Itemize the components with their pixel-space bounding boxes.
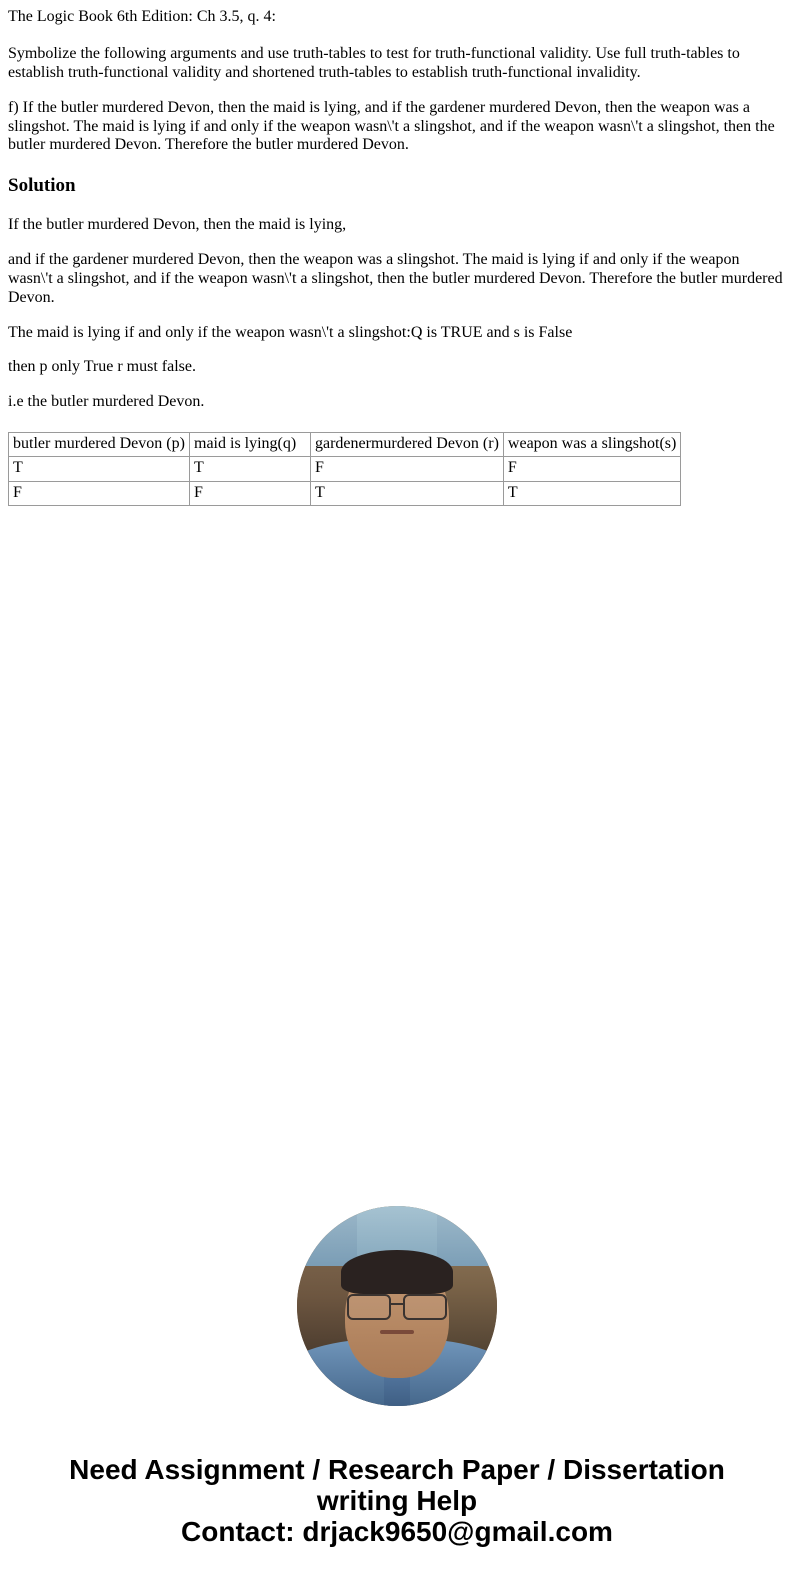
spacer [8,377,786,393]
photo-hair [341,1250,453,1294]
table-cell: F [190,481,311,505]
question-paragraph: f) If the butler murdered Devon, then the maid is lying, and if the gardener murdered Devon, then the weapon was a slingshot. The maid is lying if and only if the weapon wasn\'t a slingshot, and if the weapon wasn\'t a slingshot, then the butler murdered Devon. Therefore the butler murdered Devon. [8,98,775,154]
spacer [8,412,786,432]
table-header-cell: gardenermurdered Devon (r) [311,433,504,457]
spacer [8,27,786,45]
footer-line-2: writing Help [316,1485,478,1517]
header-line: The Logic Book 6th Edition: Ch 3.5, q. 4: [8,8,276,25]
solution-paragraph-1: If the butler murdered Devon, then the maid is lying, [8,216,347,234]
table-header-row [9,433,681,457]
avatar [297,1206,497,1406]
spacer [8,155,786,175]
photo-lens-left [347,1294,391,1320]
table-cell: T [190,457,311,481]
table-row [9,481,681,505]
spacer [8,342,786,358]
spacer [8,308,786,324]
table-header-cell: maid is lying(q) [190,433,311,457]
table-cell: F [503,457,680,481]
spacer [8,83,786,99]
solution-paragraph-4: then p only True r must false. [8,358,196,376]
photo-glasses-bridge [391,1303,403,1305]
spacer [8,235,786,251]
glasses-icon [345,1294,449,1316]
table-cell: F [311,457,504,481]
conclusion-paragraph: i.e the butler murdered Devon. [8,393,205,411]
spacer [8,198,786,216]
photo-mouth [380,1330,414,1334]
solution-paragraph-3: The maid is lying if and only if the weapon wasn\'t a slingshot:Q is TRUE and s is False [8,323,573,341]
photo-lens-right [403,1294,447,1320]
instructions-paragraph: Symbolize the following arguments and use truth-tables to test for truth-functional validity. Use full truth-tables to establish truth-functional validity and shortened truth-tables to establish truth-functional invalidity. [8,44,740,81]
table-cell: F [9,481,190,505]
solution-paragraph-2: and if the gardener murdered Devon, then the weapon was a slingshot. The maid is lying if and only if the weapon wasn\'t a slingshot, and if the weapon wasn\'t a slingshot, then the butler murdered Devon. Therefore the butler murdered Devon. [8,250,783,306]
footer-contact-line: Contact: drjack9650@gmail.com [181,1516,613,1548]
table-cell: T [9,457,190,481]
table-header-cell: butler murdered Devon (p) [9,433,190,457]
table-cell: T [311,481,504,505]
table-cell: T [503,481,680,505]
footer-banner [8,1454,786,1572]
truth-table [8,432,681,506]
table-header-cell: weapon was a slingshot(s) [503,433,680,457]
table-row [9,457,681,481]
profile-photo-container [8,1206,786,1406]
solution-heading: Solution [8,175,76,197]
footer-line-1: Need Assignment / Research Paper / Dissertation [69,1453,725,1485]
